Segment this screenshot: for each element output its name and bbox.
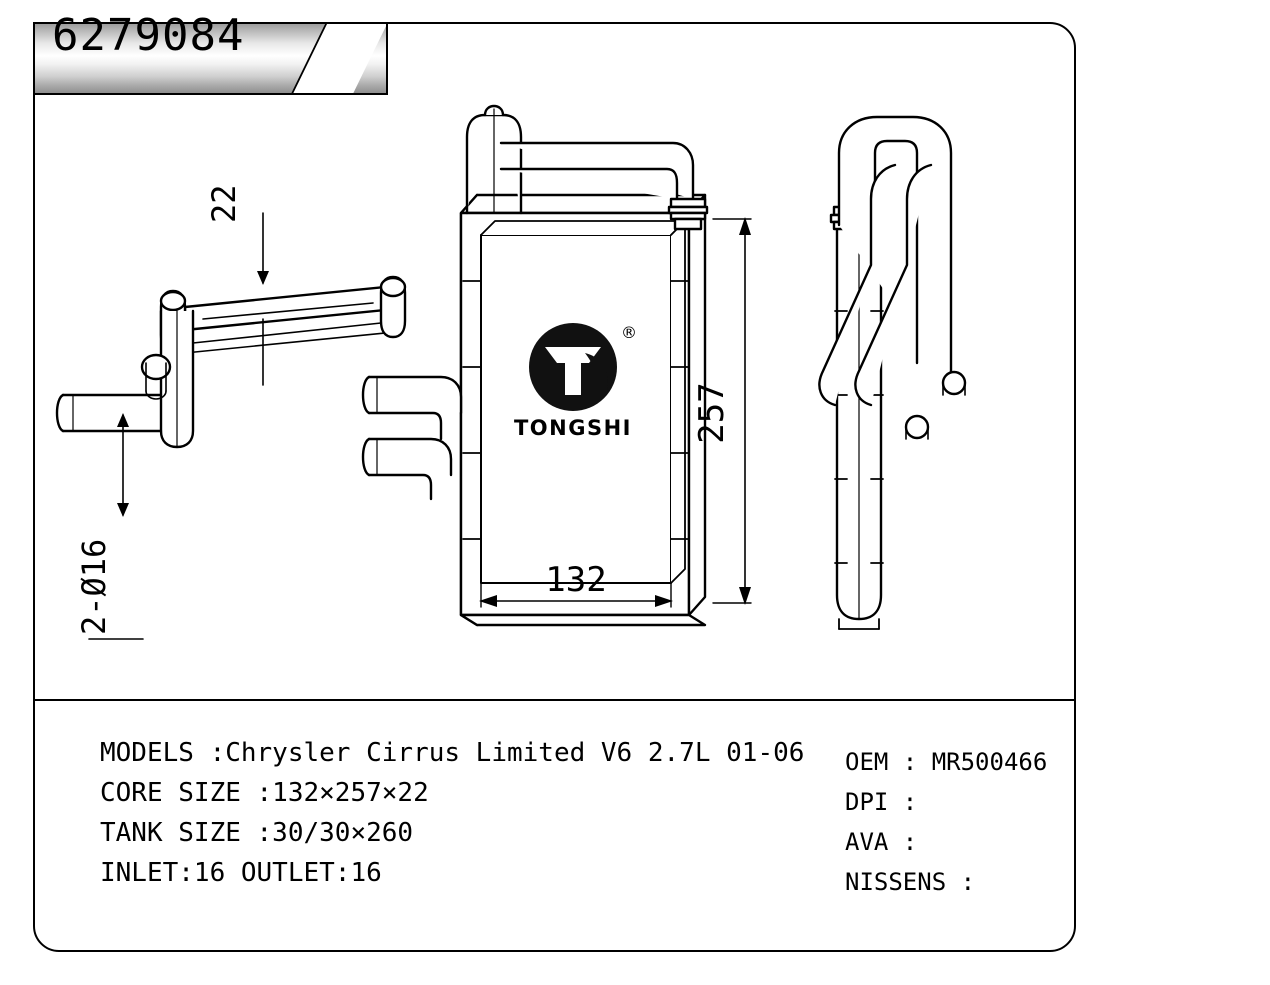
spec-row-core-size: CORE SIZE :132×257×22: [100, 778, 429, 808]
ref-row-nissens: NISSENS :: [845, 868, 976, 896]
spec-row-tank-size: TANK SIZE :30/30×260: [100, 818, 414, 848]
core-side-view: [819, 117, 965, 629]
registered-mark: ®: [621, 323, 637, 342]
technical-drawing: [33, 95, 1076, 700]
title-plate-corner-cut: [288, 22, 388, 95]
ref-row-dpi: DPI :: [845, 788, 918, 816]
ref-row-ava: AVA :: [845, 828, 918, 856]
ref-row-oem: OEM : MR500466: [845, 748, 1048, 776]
dim-label-257: 257: [692, 382, 732, 444]
dim-label-22: 22: [205, 184, 243, 223]
dim-label-2-d16: 2-Ø16: [75, 538, 113, 635]
section-divider: [33, 699, 1076, 701]
dim-label-132: 132: [545, 560, 607, 600]
core-front-view: [363, 106, 751, 625]
page-title: 6279084: [52, 10, 245, 61]
spec-list: [100, 733, 860, 893]
spec-row-inlet-outlet: INLET:16 OUTLET:16: [100, 858, 382, 888]
spec-row-models: MODELS :Chrysler Cirrus Limited V6 2.7L 01-06: [100, 738, 805, 768]
brand-label: TONGSHI: [513, 416, 633, 440]
tongshi-logo: [529, 323, 617, 411]
tank-nipple: [669, 199, 707, 229]
reference-list: [845, 742, 1095, 902]
